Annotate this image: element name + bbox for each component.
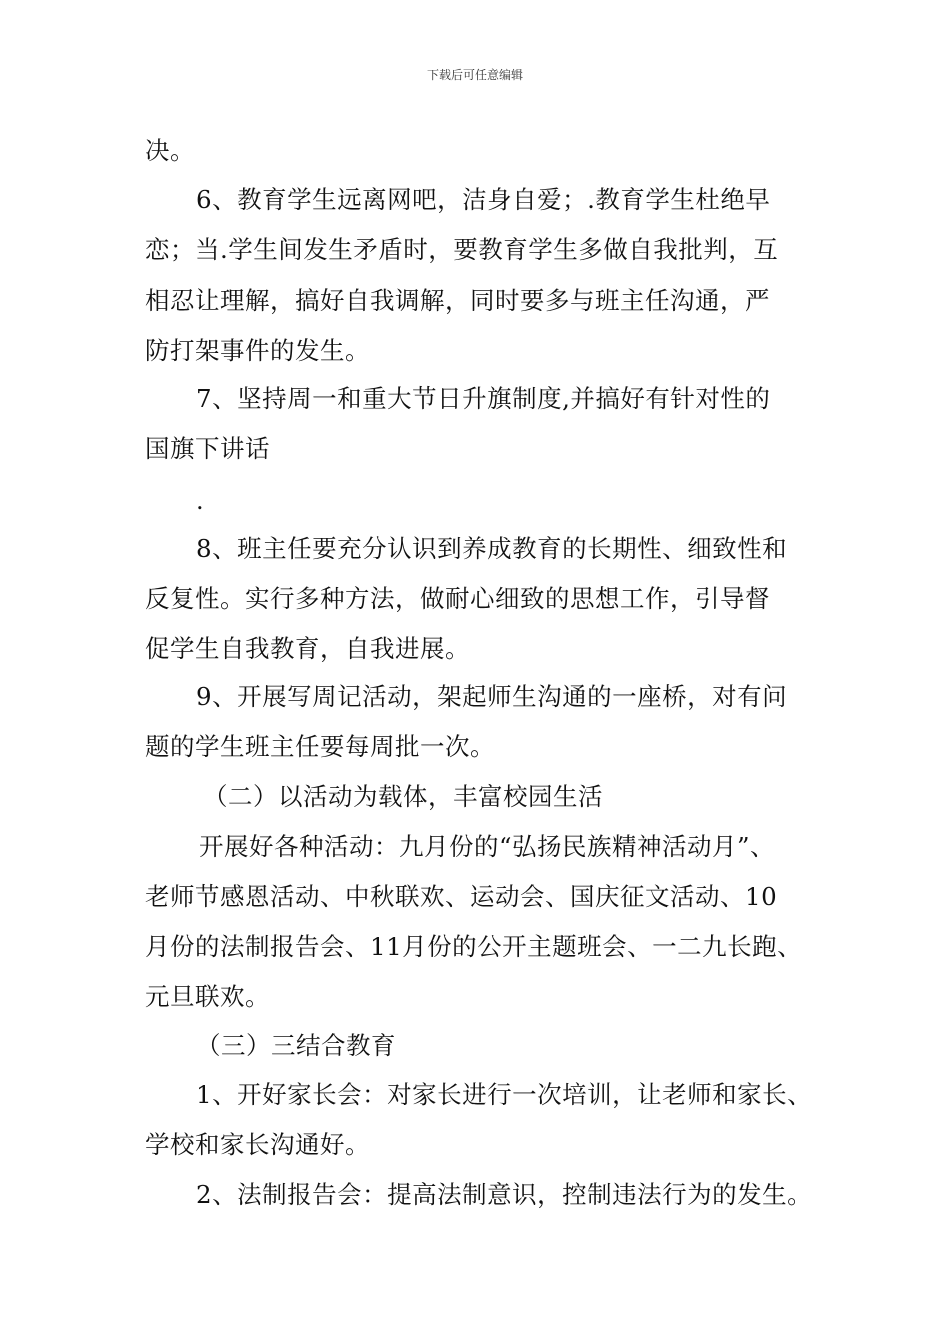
body-line: 2、法制报告会：提高法制意识，控制违法行为的发生。 xyxy=(196,1180,813,1209)
body-line: 6、教育学生远离网吧，洁身自爱；.教育学生杜绝早 xyxy=(196,185,771,214)
body-line: 1、开好家长会：对家长进行一次培训，让老师和家长、 xyxy=(196,1080,813,1109)
body-line: 7、坚持周一和重大节日升旗制度,并搞好有针对性的 xyxy=(196,384,771,413)
body-line: 促学生自我教育，自我进展。 xyxy=(145,634,470,663)
body-line: 防打架事件的发生。 xyxy=(145,336,370,365)
body-line: 恋；当.学生间发生矛盾时，要教育学生多做自我批判，互 xyxy=(145,235,779,264)
body-line: 决。 xyxy=(145,136,195,165)
body-line: 月份的法制报告会、11月份的公开主题班会、一二九长跑、 xyxy=(145,932,803,961)
section-heading: （二）以活动为载体，丰富校园生活 xyxy=(203,782,603,811)
header-watermark: 下载后可任意编辑 xyxy=(426,68,523,82)
body-line: 9、开展写周记活动，架起师生沟通的一座桥，对有问 xyxy=(196,682,788,711)
body-line: 元旦联欢。 xyxy=(145,982,270,1011)
section-heading: （三）三结合教育 xyxy=(196,1031,396,1060)
body-line: 学校和家长沟通好。 xyxy=(145,1130,370,1159)
body-line: 题的学生班主任要每周批一次。 xyxy=(145,732,495,761)
body-line: 国旗下讲话 xyxy=(145,434,270,463)
body-line: 相忍让理解，搞好自我调解，同时要多与班主任沟通，严 xyxy=(145,286,770,315)
body-line: 老师节感恩活动、中秋联欢、运动会、国庆征文活动、10 xyxy=(145,882,778,911)
body-line-dot: . xyxy=(196,487,204,515)
body-line: 8、班主任要充分认识到养成教育的长期性、细致性和 xyxy=(196,534,788,563)
body-line: 反复性。实行多种方法，做耐心细致的思想工作，引导督 xyxy=(145,584,770,613)
body-line: 开展好各种活动：九月份的“弘扬民族精神活动月”、 xyxy=(199,832,776,861)
